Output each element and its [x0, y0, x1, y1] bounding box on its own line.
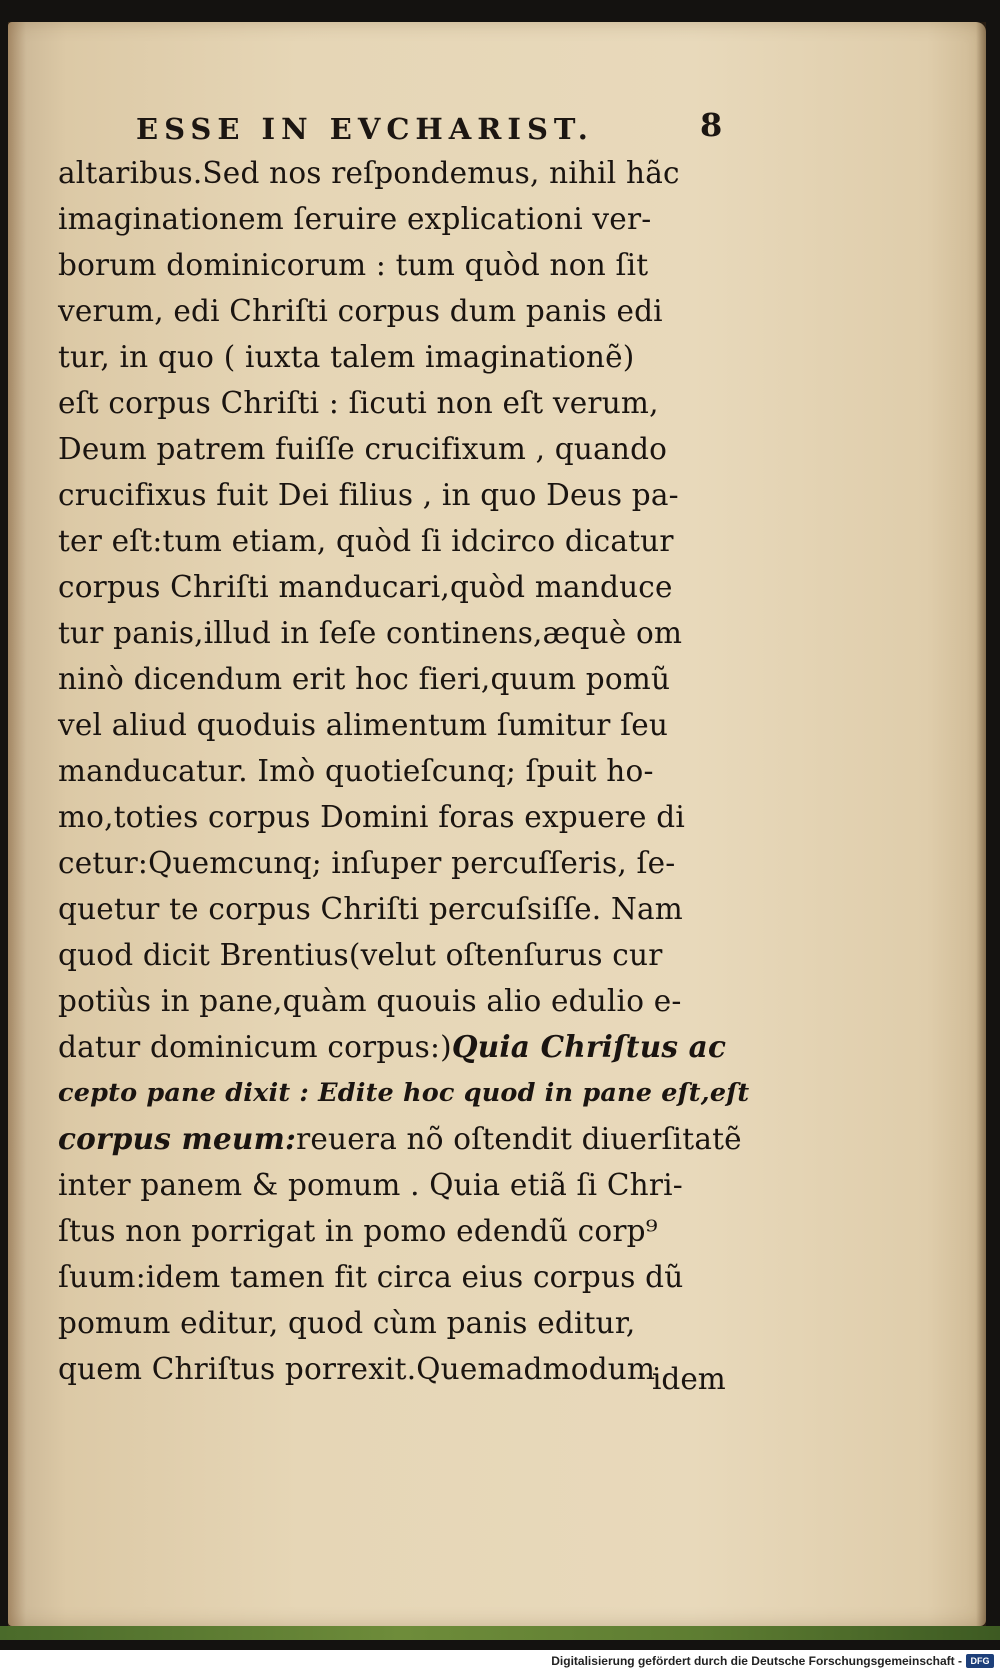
text-line: quem Chriſtus porrexit.Quemadmodum	[58, 1352, 656, 1386]
italic-quotation: corpus meum:	[58, 1121, 297, 1156]
funding-credit: Digitalisierung gefördert durch die Deutsche Forschungsgemeinschaft -	[551, 1654, 962, 1668]
text-line: ſtus non porrigat in pomo edendũ corp⁹	[58, 1214, 658, 1248]
footer-bar	[0, 1650, 1000, 1673]
text-line: crucifixus fuit Dei filius , in quo Deus pa‑	[58, 478, 679, 512]
dfg-logo: DFG	[966, 1654, 994, 1668]
page-shadow-left	[8, 22, 26, 1626]
scan-color-strip	[0, 1626, 1000, 1640]
text-line: pomum editur, quod cùm panis editur,	[58, 1306, 636, 1340]
text-line	[58, 1024, 748, 1070]
catchword: idem	[652, 1362, 726, 1396]
page-shadow-right	[976, 22, 986, 1626]
text-line: tur, in quo ( iuxta talem imaginationẽ)	[58, 340, 635, 374]
text-line	[58, 1116, 748, 1162]
text-line: ter eſt:tum etiam, quòd ſi idcirco dicatur	[58, 524, 674, 558]
text-line: ninò dicendum erit hoc fieri,quum pomũ	[58, 662, 671, 696]
text-line: altaribus.Sed nos reſpondemus, nihil hãc	[58, 156, 680, 190]
text-line: mo,toties corpus Domini foras expuere di	[58, 800, 685, 834]
text-line: vel aliud quoduis alimentum ſumitur ſeu	[58, 708, 669, 742]
text-line: Deum patrem fuiſſe crucifixum , quando	[58, 432, 668, 466]
roman-text: reuera nõ oſtendit diuerſitatẽ	[296, 1122, 742, 1156]
text-line: eſt corpus Chriſti : ſicuti non eſt verum,	[58, 386, 659, 420]
roman-text: datur dominicum corpus:)	[58, 1030, 452, 1064]
text-line	[58, 1070, 748, 1116]
text-line: quetur te corpus Chriſti percuſsiſſe. Nam	[58, 892, 683, 926]
text-line: manducatur. Imò quotieſcunq; ſpuit ho‑	[58, 754, 654, 788]
text-line: ſuum:idem tamen fit circa eius corpus dũ	[58, 1260, 684, 1294]
folio-number: 8	[700, 106, 723, 144]
text-line: tur panis,illud in ſeſe continens,æquè om	[58, 616, 683, 650]
text-line: quod dicit Brentius(velut oſtenſurus cur	[58, 938, 663, 972]
italic-quotation: cepto pane dixit : Edite hoc quod in pane eſt,eſt	[58, 1078, 750, 1108]
text-line: cetur:Quemcunq; inſuper percuſſeris, ſe‑	[58, 846, 676, 880]
body-text	[58, 150, 748, 1392]
running-title: ESSE IN EVCHARIST.	[136, 112, 594, 146]
text-line: verum, edi Chriſti corpus dum panis edi	[58, 294, 663, 328]
text-line: imaginationem ſeruire explicationi ver‑	[58, 202, 652, 236]
text-line: inter panem & pomum . Quia etiã ſi Chri‑	[58, 1168, 683, 1202]
text-line: corpus Chriſti manducari,quòd manduce	[58, 570, 673, 604]
text-line: potiùs in pane,quàm quouis alio edulio e‑	[58, 984, 682, 1018]
text-line: borum dominicorum : tum quòd non ſit	[58, 248, 649, 282]
italic-quotation: Quia Chriſtus ac	[451, 1029, 727, 1064]
